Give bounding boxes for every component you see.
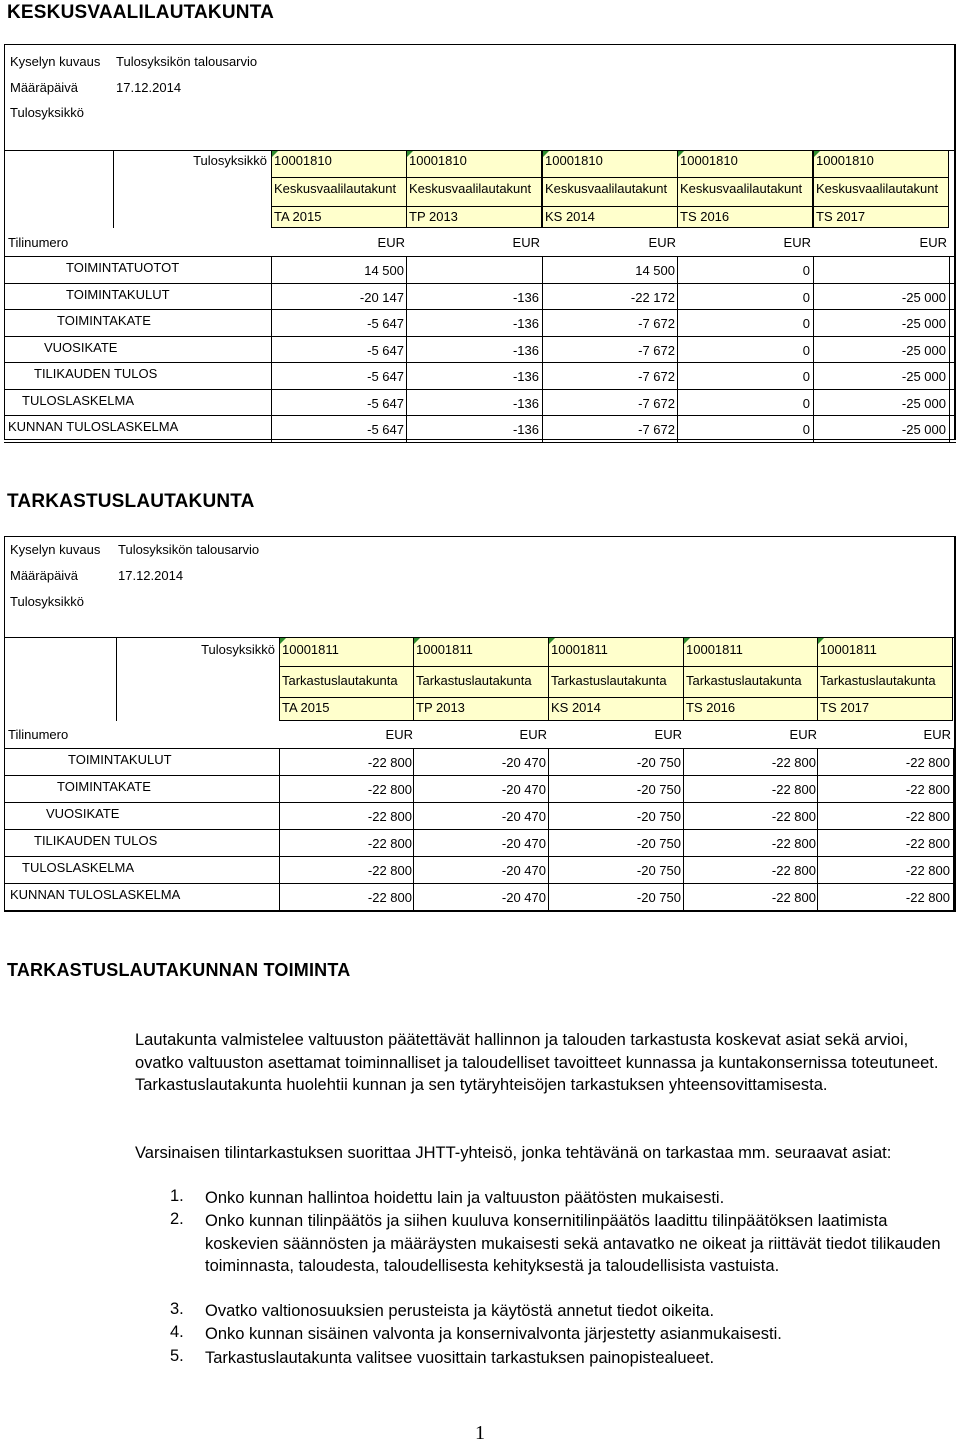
list-item-number: 2. xyxy=(170,1210,184,1228)
period-label: TP 2013 xyxy=(409,209,458,224)
row-label: TOIMINTAKULUT xyxy=(66,286,170,302)
tulosyksikko-header: Tulosyksikkö xyxy=(201,642,275,657)
tulosyksikko-header: Tulosyksikkö xyxy=(193,153,267,168)
table-cell-value: 0 xyxy=(802,263,810,278)
meta-maarapaiva-label: Määräpäivä xyxy=(10,568,78,583)
period-label: TA 2015 xyxy=(274,209,322,224)
unit-name: Tarkastuslautakunta xyxy=(282,673,398,688)
list-item-number: 5. xyxy=(170,1347,184,1365)
period-label: TS 2017 xyxy=(820,700,870,715)
table-cell-value: -22 800 xyxy=(771,782,816,797)
divider xyxy=(817,697,953,698)
period-label: TP 2013 xyxy=(416,700,465,715)
table-cell-value: -25 000 xyxy=(901,342,946,358)
row-label: TILIKAUDEN TULOS xyxy=(34,366,158,381)
meta-maarapaiva-label: Määräpäivä xyxy=(10,80,78,95)
divider xyxy=(542,206,678,207)
table-cell-value: -22 800 xyxy=(905,836,950,851)
divider xyxy=(406,177,542,178)
divider xyxy=(279,697,415,698)
divider xyxy=(271,206,407,207)
section-title-tarkastuslautakunta: TARKASTUSLAUTAKUNTA xyxy=(7,491,255,512)
table-cell-value: -22 800 xyxy=(771,890,816,905)
table-cell-value: -22 800 xyxy=(771,836,816,851)
unit-name: Keskusvaalilautakunt xyxy=(680,181,803,196)
meta-tulosyksikko-label: Tulosyksikkö xyxy=(10,105,84,120)
table-cell-value: -22 800 xyxy=(771,863,816,878)
divider xyxy=(813,256,814,283)
table-cell-value: 14 500 xyxy=(635,263,675,278)
row-label: VUOSIKATE xyxy=(46,806,120,821)
divider xyxy=(4,910,956,911)
table-cell-value: -22 800 xyxy=(367,890,412,905)
table-cell-value: -25 000 xyxy=(901,289,946,305)
divider xyxy=(813,206,949,207)
divider xyxy=(949,389,950,416)
table-cell-value: -20 750 xyxy=(636,809,681,824)
table-cell-value: -7 672 xyxy=(638,422,675,437)
currency-unit: EUR xyxy=(654,727,682,742)
table-cell-value: -136 xyxy=(512,422,539,437)
divider xyxy=(949,283,950,310)
section-title-toiminta: TARKASTUSLAUTAKUNNAN TOIMINTA xyxy=(7,960,351,980)
meta-tulosyksikko-label: Tulosyksikkö xyxy=(10,594,84,609)
table-cell-value: -22 800 xyxy=(905,755,950,770)
list-item-number: 1. xyxy=(170,1187,184,1205)
unit-code: 10001811 xyxy=(416,642,473,657)
divider xyxy=(677,177,813,178)
table-cell-value: -22 172 xyxy=(630,289,675,305)
section-title-keskusvaalilautakunta: KESKUSVAALILAUTAKUNTA xyxy=(7,2,275,23)
currency-unit: EUR xyxy=(377,235,405,250)
table-cell-value: -22 800 xyxy=(367,863,412,878)
table-cell-value: -22 800 xyxy=(367,836,412,851)
divider xyxy=(949,309,950,336)
table-cell-value: -20 750 xyxy=(636,863,681,878)
unit-name: Keskusvaalilautakunt xyxy=(816,181,939,196)
list-item-number: 4. xyxy=(170,1323,184,1341)
table-cell-value: -20 470 xyxy=(501,863,546,878)
divider xyxy=(4,748,956,749)
table-cell-value: -22 800 xyxy=(905,782,950,797)
table-cell-value: -20 470 xyxy=(501,755,546,770)
table-cell-value: -20 750 xyxy=(636,890,681,905)
period-label: TS 2016 xyxy=(686,700,736,715)
divider xyxy=(683,697,819,698)
divider xyxy=(4,775,956,776)
period-label: KS 2014 xyxy=(545,209,595,224)
table-cell-value: -136 xyxy=(512,395,539,411)
table-cell-value: -5 647 xyxy=(367,342,404,358)
tilinumero-header: Tilinumero xyxy=(8,727,69,742)
table-cell-value: 0 xyxy=(802,395,810,411)
row-label: TULOSLASKELMA xyxy=(22,860,134,875)
divider xyxy=(279,666,415,667)
divider xyxy=(813,177,949,178)
table-cell-value: -7 672 xyxy=(638,316,675,331)
page-number: 1 xyxy=(475,1422,485,1444)
period-label: TS 2016 xyxy=(680,209,730,224)
unit-name: Keskusvaalilautakunt xyxy=(545,181,668,196)
row-label: TOIMINTAKATE xyxy=(57,313,151,328)
table-cell-value: -136 xyxy=(512,316,539,331)
unit-code: 10001811 xyxy=(282,642,339,657)
list-item-number: 3. xyxy=(170,1300,184,1318)
paragraph-1: Lautakunta valmistelee valtuuston päätettävät hallinnon ja talouden tarkastusta koskevat asiat sekä arvioi, ovatko valtuuston asettamat toiminnalliset ja taloudelliset tavoitteet kunnassa ja kuntakonsernissa toteutuneet. Tarkastuslautakunta huolehtii kunnan ja sen tytäryhteisöjen tarkastuksen yhteensovittamisesta. xyxy=(135,1031,939,1094)
row-label: TOIMINTATUOTOT xyxy=(66,260,180,275)
table-cell-value: 0 xyxy=(802,342,810,358)
meta-kysely-label: Kyselyn kuvaus xyxy=(10,54,101,69)
period-label: TA 2015 xyxy=(282,700,330,715)
divider xyxy=(953,856,954,883)
unit-name: Keskusvaalilautakunt xyxy=(274,181,397,196)
unit-code: 10001810 xyxy=(545,153,603,168)
divider xyxy=(4,829,956,830)
table-cell-value: -20 750 xyxy=(636,755,681,770)
row-label: TOIMINTAKATE xyxy=(57,779,151,794)
table-cell-value: -22 800 xyxy=(367,782,412,797)
table-cell-value: -25 000 xyxy=(901,316,946,331)
divider xyxy=(4,856,956,857)
row-label: KUNNAN TULOSLASKELMA xyxy=(10,887,181,902)
table-cell-value: -22 800 xyxy=(771,809,816,824)
divider xyxy=(406,256,407,283)
list-item: Onko kunnan sisäinen valvonta ja konsernivalvonta järjestetty asianmukaisesti. xyxy=(205,1325,782,1343)
paragraph-2: Varsinaisen tilintarkastuksen suorittaa JHTT-yhteisö, jonka tehtävänä on tarkastaa mm. seuraavat asiat: xyxy=(135,1144,892,1162)
currency-unit: EUR xyxy=(385,727,413,742)
unit-code: 10001810 xyxy=(409,153,467,168)
divider xyxy=(949,362,950,389)
table-cell-value: 0 xyxy=(802,369,810,384)
currency-unit: EUR xyxy=(783,235,811,250)
unit-name: Keskusvaalilautakunt xyxy=(409,181,532,196)
table-cell-value: -20 750 xyxy=(636,836,681,851)
table-cell-value: -136 xyxy=(512,369,539,384)
unit-code: 10001810 xyxy=(680,153,738,168)
meta-kysely-value: Tulosyksikön talousarvio xyxy=(116,54,258,69)
period-label: KS 2014 xyxy=(551,700,601,715)
table-cell-value: -20 750 xyxy=(636,782,681,797)
currency-unit: EUR xyxy=(789,727,817,742)
table-cell-value: -136 xyxy=(512,289,539,305)
divider xyxy=(413,666,549,667)
row-label: TULOSLASKELMA xyxy=(22,392,134,408)
table-cell-value: -20 470 xyxy=(501,836,546,851)
row-label: TOIMINTAKULUT xyxy=(68,752,172,767)
table-cell-value: 0 xyxy=(802,289,810,305)
table-cell-value: -20 470 xyxy=(501,890,546,905)
meta-maarapaiva-value: 17.12.2014 xyxy=(118,568,184,583)
list-item: Onko kunnan hallintoa hoidettu lain ja valtuuston päätösten mukaisesti. xyxy=(205,1189,725,1207)
table-cell-value: -25 000 xyxy=(901,422,946,437)
table-cell-value: 0 xyxy=(802,316,810,331)
divider xyxy=(953,775,954,802)
row-label: KUNNAN TULOSLASKELMA xyxy=(8,419,179,434)
tilinumero-header: Tilinumero xyxy=(8,235,69,250)
currency-unit: EUR xyxy=(648,235,676,250)
unit-name: Tarkastuslautakunta xyxy=(686,673,802,688)
unit-code: 10001811 xyxy=(820,642,877,657)
table-cell-value: -22 800 xyxy=(367,755,412,770)
table-cell-value: -5 647 xyxy=(367,422,404,437)
table-cell-value: -7 672 xyxy=(638,342,675,358)
table-cell-value: -5 647 xyxy=(367,395,404,411)
period-label: TS 2017 xyxy=(816,209,866,224)
currency-unit: EUR xyxy=(919,235,947,250)
table-cell-value: -5 647 xyxy=(367,369,404,384)
divider xyxy=(548,697,684,698)
meta-kysely-label: Kyselyn kuvaus xyxy=(10,542,101,557)
table-cell-value: -22 800 xyxy=(905,809,950,824)
divider xyxy=(683,666,819,667)
table-cell-value: -7 672 xyxy=(638,369,675,384)
table-cell-value: -22 800 xyxy=(905,863,950,878)
divider xyxy=(953,883,954,910)
divider xyxy=(817,666,953,667)
unit-name: Tarkastuslautakunta xyxy=(820,673,936,688)
list-item: Onko kunnan tilinpäätös ja siihen kuuluva konsernitilinpäätös laadittu tilinpäätöksen laatimista koskevien säännösten ja määräysten mukaisesti sekä antavatko ne oikeat ja riittävät tiedot tilikauden toiminnasta, taloudesta, taloudellisesta kehityksestä ja taloudellisista vastuista. xyxy=(205,1212,941,1275)
divider xyxy=(953,748,954,775)
table-cell-value: -20 147 xyxy=(359,289,404,305)
table-cell-value: -20 470 xyxy=(501,809,546,824)
unit-code: 10001810 xyxy=(274,153,332,168)
divider xyxy=(953,829,954,856)
divider xyxy=(4,442,956,443)
divider xyxy=(406,206,542,207)
divider xyxy=(4,883,956,884)
divider xyxy=(271,177,407,178)
row-label: TILIKAUDEN TULOS xyxy=(34,833,158,848)
table-cell-value: -20 470 xyxy=(501,782,546,797)
row-label: VUOSIKATE xyxy=(44,339,118,355)
table-cell-value: -7 672 xyxy=(638,395,675,411)
table-cell-value: 0 xyxy=(802,422,810,437)
divider xyxy=(548,666,684,667)
divider xyxy=(4,802,956,803)
unit-name: Tarkastuslautakunta xyxy=(551,673,667,688)
unit-name: Tarkastuslautakunta xyxy=(416,673,532,688)
list-item: Ovatko valtionosuuksien perusteista ja käytöstä annetut tiedot oikeita. xyxy=(205,1302,715,1320)
meta-kysely-value: Tulosyksikön talousarvio xyxy=(118,542,260,557)
divider xyxy=(953,802,954,829)
divider xyxy=(949,256,950,283)
meta-maarapaiva-value: 17.12.2014 xyxy=(116,80,182,95)
table-cell-value: -22 800 xyxy=(367,809,412,824)
table-cell-value: -22 800 xyxy=(771,755,816,770)
unit-code: 10001811 xyxy=(551,642,608,657)
unit-code: 10001811 xyxy=(686,642,743,657)
table-cell-value: -22 800 xyxy=(905,890,950,905)
divider xyxy=(949,415,950,442)
divider xyxy=(542,177,678,178)
divider xyxy=(413,697,549,698)
unit-code: 10001810 xyxy=(816,153,874,168)
currency-unit: EUR xyxy=(519,727,547,742)
table-cell-value: -25 000 xyxy=(901,369,946,384)
currency-unit: EUR xyxy=(512,235,540,250)
table-cell-value: -25 000 xyxy=(901,395,946,411)
divider xyxy=(949,336,950,363)
table-cell-value: -136 xyxy=(512,342,539,358)
divider xyxy=(677,206,813,207)
table-cell-value: 14 500 xyxy=(364,263,404,278)
list-item: Tarkastuslautakunta valitsee vuosittain tarkastuksen painopistealueet. xyxy=(205,1349,715,1367)
currency-unit: EUR xyxy=(923,727,951,742)
table-cell-value: -5 647 xyxy=(367,316,404,331)
